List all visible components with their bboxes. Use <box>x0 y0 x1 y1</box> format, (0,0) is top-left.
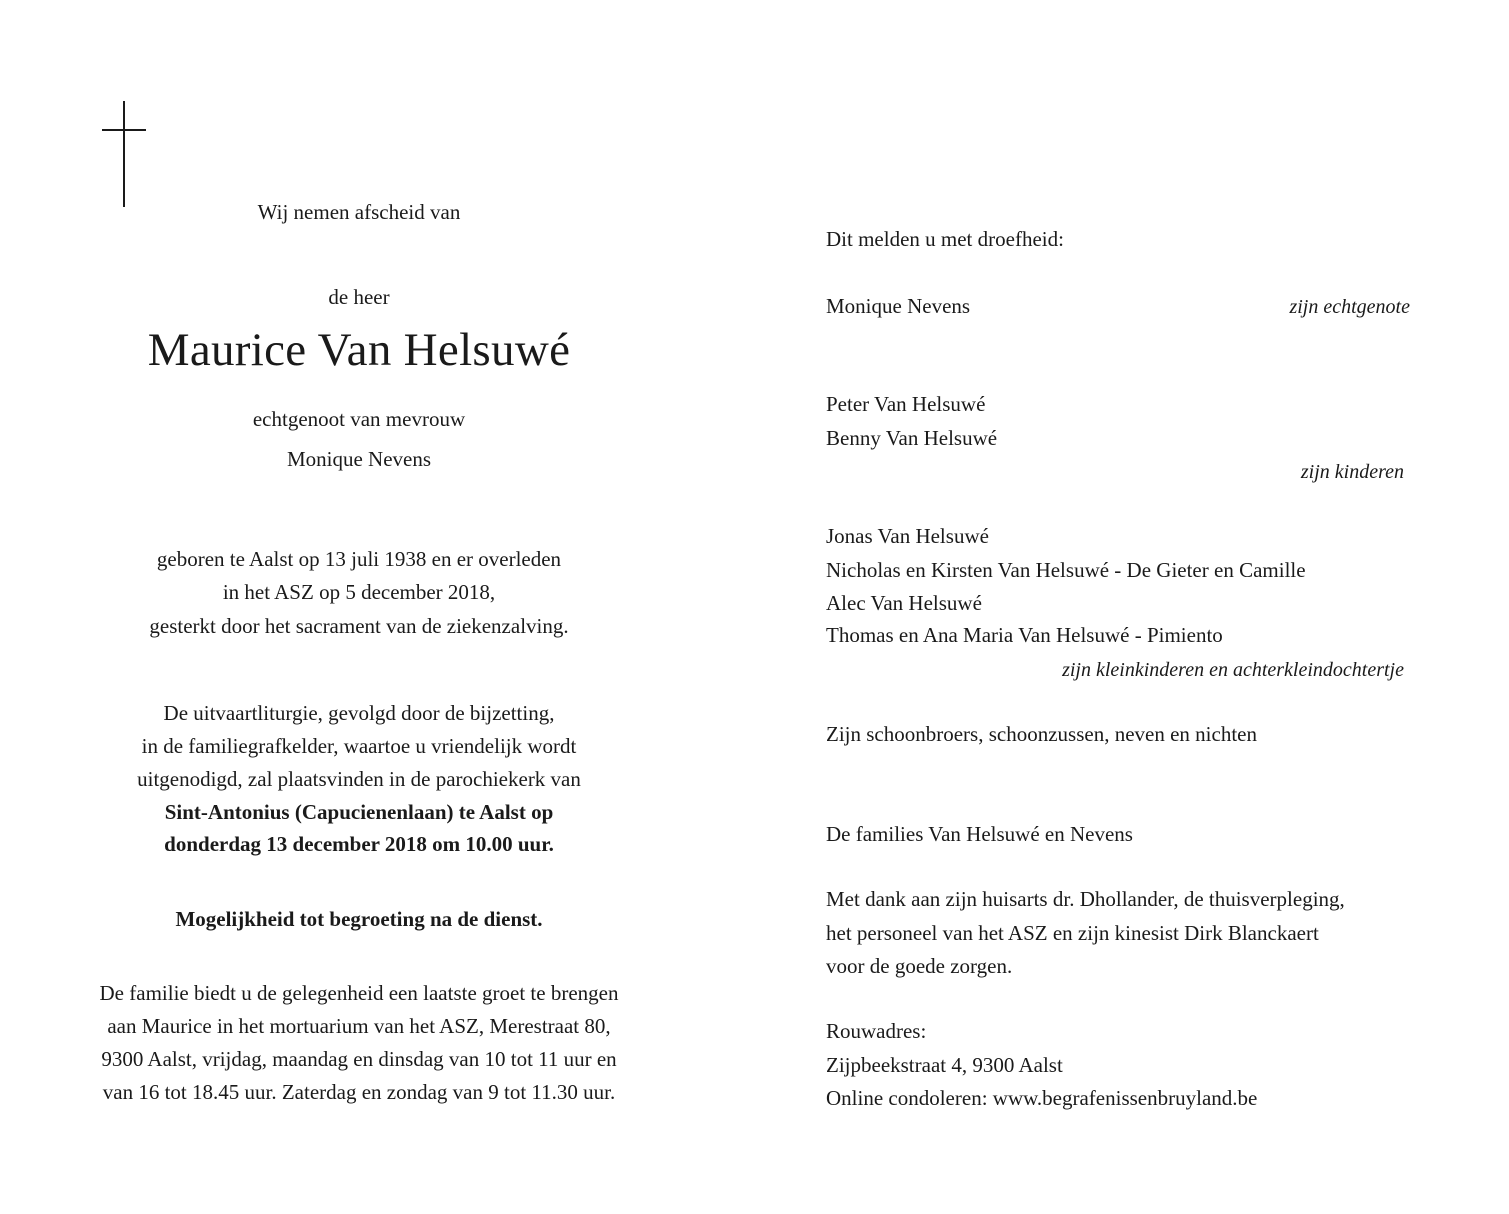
mortuary-line: 9300 Aalst, vrijdag, maandag en dinsdag van 10 tot 11 uur en <box>101 1047 617 1071</box>
in-laws: Zijn schoonbroers, schoonzussen, neven en nichten <box>826 722 1257 746</box>
thanks-line: Met dank aan zijn huisarts dr. Dhollander, de thuisverpleging, <box>826 887 1345 911</box>
funeral-line: De uitvaartliturgie, gevolgd door de bijzetting, <box>163 701 555 725</box>
condolence-note: Mogelijkheid tot begroeting na de dienst. <box>175 907 543 931</box>
deceased-name: Maurice Van Helsuwé <box>147 324 571 376</box>
grandchildren-role: zijn kleinkinderen en achterkleindochtertje <box>1062 659 1404 681</box>
families: De families Van Helsuwé en Nevens <box>826 822 1133 846</box>
birth-line: gesterkt door het sacrament van de ziekenzalving. <box>149 614 569 638</box>
grandchild-name: Jonas Van Helsuwé <box>826 524 989 548</box>
grandchild-name: Alec Van Helsuwé <box>826 591 982 615</box>
intro-text: Wij nemen afscheid van <box>257 200 461 224</box>
mortuary-line: van 16 tot 18.45 uur. Zaterdag en zondag van 9 tot 11.30 uur. <box>102 1080 616 1104</box>
spouse-role: zijn echtgenote <box>1289 296 1410 318</box>
funeral-line: uitgenodigd, zal plaatsvinden in de parochiekerk van <box>137 767 581 791</box>
address: Zijpbeekstraat 4, 9300 Aalst <box>826 1053 1063 1077</box>
spouse-name: Monique Nevens <box>826 294 971 318</box>
thanks-line: het personeel van het ASZ en zijn kinesist Dirk Blanckaert <box>826 921 1319 945</box>
grandchild-name: Nicholas en Kirsten Van Helsuwé - De Gieter en Camille <box>826 558 1306 582</box>
funeral-location: Sint-Antonius (Capucienenlaan) te Aalst op <box>164 800 554 824</box>
address-label: Rouwadres: <box>826 1019 927 1043</box>
child-name: Benny Van Helsuwé <box>826 426 998 450</box>
birth-line: geboren te Aalst op 13 juli 1938 en er overleden <box>156 547 562 571</box>
funeral-datetime: donderdag 13 december 2018 om 10.00 uur. <box>164 832 554 856</box>
funeral-line: in de familiegrafkelder, waartoe u vriendelijk wordt <box>141 734 577 758</box>
mortuary-line: De familie biedt u de gelegenheid een laatste groet te brengen <box>99 981 619 1005</box>
birth-line: in het ASZ op 5 december 2018, <box>222 580 496 604</box>
child-name: Peter Van Helsuwé <box>826 392 986 416</box>
announcement: Dit melden u met droefheid: <box>826 227 1064 251</box>
spouse-line-2: Monique Nevens <box>286 447 432 471</box>
children-role: zijn kinderen <box>1300 461 1404 483</box>
online-condolence: Online condoleren: www.begrafenissenbruyland.be <box>826 1086 1258 1110</box>
mortuary-line: aan Maurice in het mortuarium van het ASZ, Merestraat 80, <box>107 1014 611 1038</box>
cross-icon <box>102 101 146 207</box>
spouse-line-1: echtgenoot van mevrouw <box>252 407 466 431</box>
thanks-line: voor de goede zorgen. <box>826 954 1013 978</box>
salutation: de heer <box>328 285 390 309</box>
grandchild-name: Thomas en Ana Maria Van Helsuwé - Pimiento <box>826 623 1223 647</box>
